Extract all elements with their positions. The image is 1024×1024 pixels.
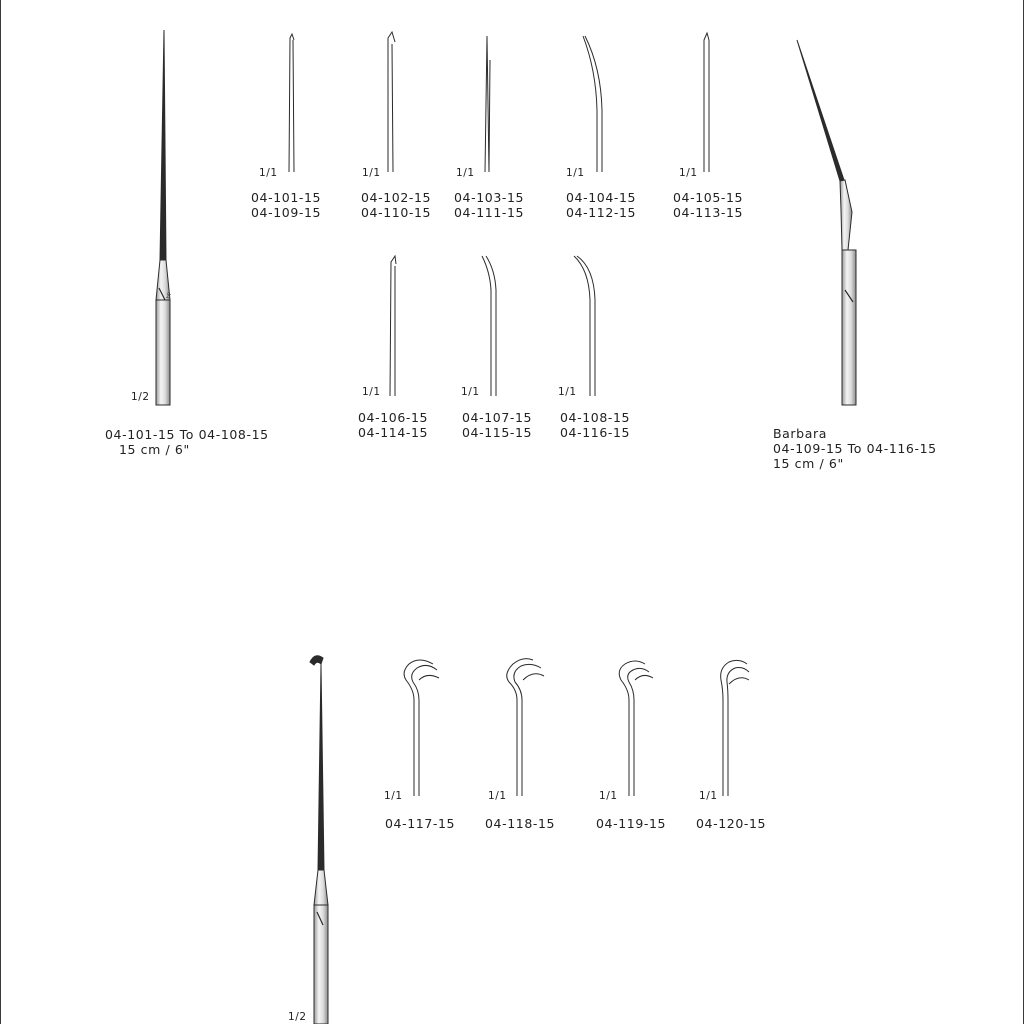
product-code-label <box>560 410 630 440</box>
tip-detail-04-104 <box>583 36 602 172</box>
scale-label: 1/1 <box>362 386 381 398</box>
scale-label: 1/2 <box>288 1011 307 1023</box>
product-code-label <box>566 190 636 220</box>
product-code-label <box>251 190 321 220</box>
product-code: 04-113-15 <box>673 205 744 220</box>
tip-detail-04-106 <box>390 256 396 396</box>
product-code: 04-103-15 <box>454 190 525 205</box>
product-code: 04-117-15 <box>385 816 456 831</box>
product-code: 04-120-15 <box>696 816 767 831</box>
product-code: 04-110-15 <box>361 205 432 220</box>
group1-caption <box>105 427 269 457</box>
tip-detail-04-118 <box>507 659 544 796</box>
group2-name: Barbara <box>773 426 827 441</box>
scale-label: 1/1 <box>566 167 585 179</box>
instrument-drawings <box>1 0 1023 1024</box>
product-code: 04-104-15 <box>566 190 637 205</box>
scale-label: 1/1 <box>259 167 278 179</box>
scale-label: 1/1 <box>362 167 381 179</box>
product-code: 04-115-15 <box>462 425 533 440</box>
product-code: 04-108-15 <box>560 410 631 425</box>
scale-label: 1/1 <box>488 790 507 802</box>
product-code-label <box>454 190 524 220</box>
product-code: 04-109-15 <box>251 205 322 220</box>
scale-label: 1/1 <box>699 790 718 802</box>
scale-label: 1/1 <box>558 386 577 398</box>
tip-detail-04-102 <box>388 32 395 172</box>
scale-label: 1/1 <box>384 790 403 802</box>
product-code: 04-116-15 <box>560 425 631 440</box>
svg-text:dq: dq <box>165 292 171 299</box>
tip-detail-04-107 <box>482 256 496 396</box>
tip-detail-04-105 <box>704 33 709 172</box>
scale-label: 1/1 <box>456 167 475 179</box>
product-code: 04-119-15 <box>596 816 667 831</box>
group2-range: 04-109-15 To 04-116-15 <box>773 441 937 456</box>
group2-caption <box>773 426 937 471</box>
barbara-angled-probe-instrument <box>797 40 856 405</box>
tip-detail-04-119 <box>619 661 653 796</box>
tip-detail-04-108 <box>574 256 595 396</box>
group2-size: 15 cm / 6" <box>773 456 844 471</box>
product-code: 04-102-15 <box>361 190 432 205</box>
tip-detail-04-101 <box>289 34 294 172</box>
product-code-label <box>462 410 532 440</box>
product-code: 04-107-15 <box>462 410 533 425</box>
tip-detail-04-103 <box>485 36 490 172</box>
product-code: 04-101-15 <box>251 190 322 205</box>
product-code: 04-114-15 <box>358 425 429 440</box>
product-code: 04-118-15 <box>485 816 556 831</box>
group1-range: 04-101-15 To 04-108-15 <box>105 427 269 442</box>
scale-label: 1/2 <box>131 391 150 403</box>
product-code: 04-106-15 <box>358 410 429 425</box>
hook-probe-instrument <box>310 656 328 1024</box>
straight-probe-instrument <box>156 30 171 405</box>
product-code: 04-105-15 <box>673 190 744 205</box>
product-code: 04-111-15 <box>454 205 525 220</box>
scale-label: 1/1 <box>599 790 618 802</box>
tip-detail-04-120 <box>721 660 749 796</box>
scale-label: 1/1 <box>679 167 698 179</box>
tip-detail-04-117 <box>404 660 439 796</box>
product-code-label <box>358 410 428 440</box>
product-code-label <box>673 190 743 220</box>
scale-label: 1/1 <box>461 386 480 398</box>
group1-size: 15 cm / 6" <box>119 442 190 457</box>
product-code-label <box>361 190 431 220</box>
product-code: 04-112-15 <box>566 205 637 220</box>
